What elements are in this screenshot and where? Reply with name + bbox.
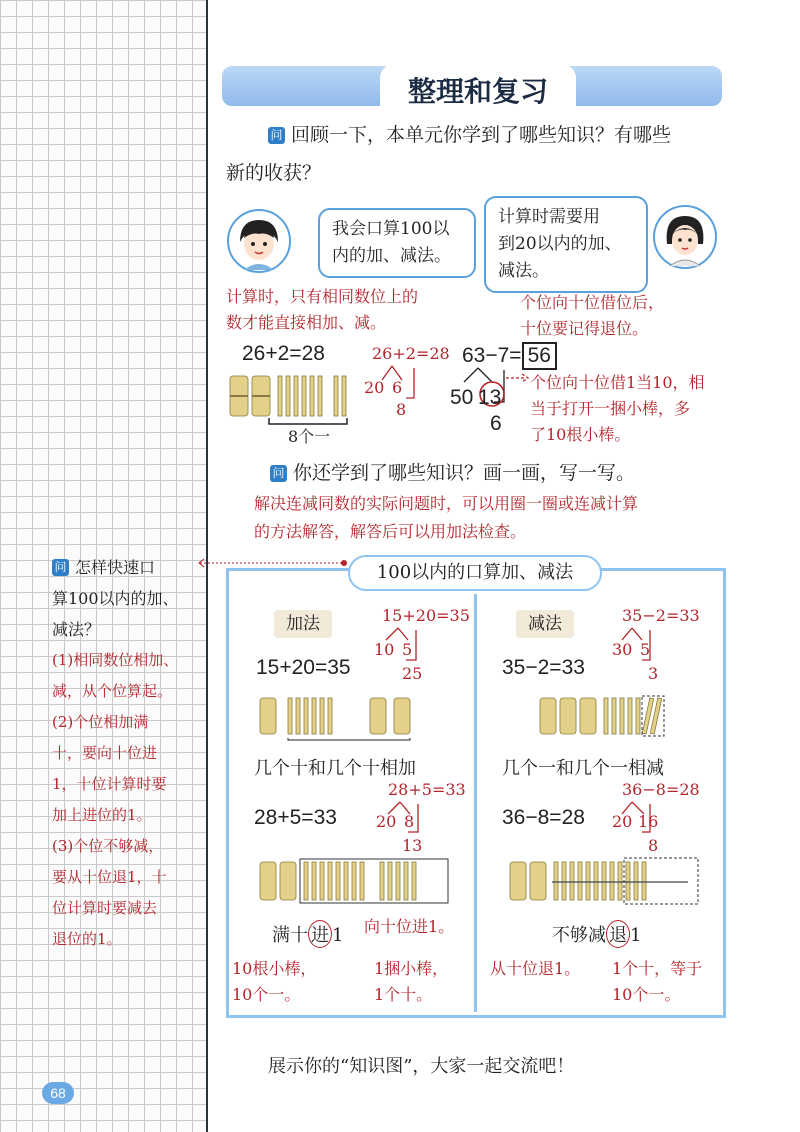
intro-line2: 新的收获？ xyxy=(226,162,322,184)
example1-sum: 8 xyxy=(396,400,407,419)
sub-caption1: 几个一和几个一相减 xyxy=(502,758,664,779)
sub-r2a: 20 xyxy=(612,812,633,831)
addition-label: 加法 xyxy=(274,610,332,638)
add-note-bottom-left: 10根小棒， 10个一。 xyxy=(232,959,317,1004)
add-note-right: 向十位进1。 xyxy=(364,917,455,936)
sidebar-answers xyxy=(52,645,206,955)
add-r2b: 8 xyxy=(404,812,415,831)
sub-r1a: 30 xyxy=(612,640,633,659)
panel-title: 100以内的口算加、减法 xyxy=(348,555,602,591)
sub-eq1: 35−2=33 xyxy=(502,656,585,679)
question2-icon: 问 xyxy=(270,465,287,482)
intro-line1: 问 回顾一下，本单元你学到了哪些知识？有哪些 xyxy=(268,120,671,147)
note-borrow-top: 个位向十位借位后， 十位要记得退位。 xyxy=(520,293,665,338)
sidebar-answer-line: (2)个位相加满 xyxy=(52,713,149,731)
sub-r2c: 8 xyxy=(648,836,659,855)
boy-avatar-icon xyxy=(226,208,292,274)
example1-part-b: 6 xyxy=(392,378,403,397)
subtraction-label: 减法 xyxy=(516,610,574,638)
example2-equation: 63−7= 56 xyxy=(462,342,557,370)
sub-note-bottom-right: 1个十，等于 10个一。 xyxy=(612,959,703,1004)
note-same-place: 计算时，只有相同数位上的 数才能直接相加、减。 xyxy=(226,287,419,332)
sub-bundles-icon xyxy=(538,696,668,738)
add-caption2: 满十 进 1 xyxy=(272,920,343,948)
sidebar-answer-line: 1，十位计算时要 xyxy=(52,775,167,793)
add-eq1: 15+20=35 xyxy=(256,656,351,679)
example2-part-a: 50 xyxy=(450,386,474,409)
add-r1a: 10 xyxy=(374,640,395,659)
example1-red-eq: 26+2=28 xyxy=(372,344,450,363)
add-r1c: 25 xyxy=(402,664,423,683)
add-bundles2-icon xyxy=(258,858,450,906)
sub-note-bottom-left: 从十位退1。 xyxy=(490,959,581,978)
panel-divider xyxy=(474,594,477,1012)
footer-text: 展示你的“知识图”，大家一起交流吧！ xyxy=(268,1056,575,1077)
sidebar-answer-line: 减，从个位算起。 xyxy=(52,682,173,700)
arrow-icon xyxy=(506,372,532,384)
sidebar-answer-line: 退位的1。 xyxy=(52,930,122,948)
sidebar-answer-line: 位计算时要减去 xyxy=(52,899,158,917)
sub-eq2: 36−8=28 xyxy=(502,806,585,829)
sub-r1b: 5 xyxy=(640,640,651,659)
example2-part-b: 13 xyxy=(478,386,502,409)
result-box: 56 xyxy=(522,342,557,370)
add-bundles-icon xyxy=(258,696,428,742)
answer2: 解决连减同数的实际问题时，可以用圈一圈或连减计算 的方法解答，解答后可以用加法检查。 xyxy=(254,494,639,541)
sub-red-eq1: 35−2=33 xyxy=(622,606,700,625)
bundle-sticks-icon xyxy=(228,374,358,418)
add-caption1: 几个十和几个十相加 xyxy=(254,758,416,779)
add-red-eq2: 28+5=33 xyxy=(388,780,466,799)
example2-diff: 6 xyxy=(490,412,502,435)
boy-speech-bubble: 我会口算100以 内的加、减法。 xyxy=(318,208,476,278)
sub-red-eq2: 36−8=28 xyxy=(622,780,700,799)
page-title: 整理和复习 xyxy=(407,76,548,107)
add-caption2-circle: 进 xyxy=(308,920,332,948)
add-note-bottom-right: 1捆小棒， 1个十。 xyxy=(374,959,449,1004)
connector-arrow-icon xyxy=(198,558,348,568)
example1-equation: 26+2=28 xyxy=(242,342,325,365)
page-number: 68 xyxy=(42,1082,74,1104)
sub-r1c: 3 xyxy=(648,664,659,683)
add-r2c: 13 xyxy=(402,836,423,855)
sidebar-answer-line: 十，要向十位进 xyxy=(52,744,158,762)
girl-avatar-icon xyxy=(652,204,718,270)
example1-part-a: 20 xyxy=(364,378,385,397)
note-borrow-explain: 个位向十位借1当10，相 当于打开一捆小棒，多 了10根小棒。 xyxy=(530,373,705,444)
question-icon: 问 xyxy=(268,127,285,144)
add-red-eq1: 15+20=35 xyxy=(382,606,470,625)
sidebar-answer-line: (1)相同数位相加、 xyxy=(52,651,179,669)
add-eq2: 28+5=33 xyxy=(254,806,337,829)
sub-bundles2-icon xyxy=(508,858,704,906)
question2: 问 你还学到了哪些知识？画一画，写一写。 xyxy=(270,458,635,485)
sidebar-question-icon: 问 xyxy=(52,559,69,576)
add-r2a: 20 xyxy=(376,812,397,831)
sub-caption2: 不够减 退 1 xyxy=(552,920,641,948)
sidebar-answer-line: 加上进位的1。 xyxy=(52,806,152,824)
add-r1b: 5 xyxy=(402,640,413,659)
sub-r2b: 16 xyxy=(638,812,659,831)
sidebar-answer-line: (3)个位不够减， xyxy=(52,837,164,855)
sidebar-answer-line: 要从十位退1，十 xyxy=(52,868,167,886)
sidebar-question: 问 怎样快速口 算100以内的加、 减法？ xyxy=(52,558,179,639)
sub-caption2-circle: 退 xyxy=(606,920,630,948)
girl-speech-bubble: 计算时需要用 到20以内的加、 减法。 xyxy=(484,196,648,293)
brace-label: 8个一 xyxy=(288,427,331,446)
